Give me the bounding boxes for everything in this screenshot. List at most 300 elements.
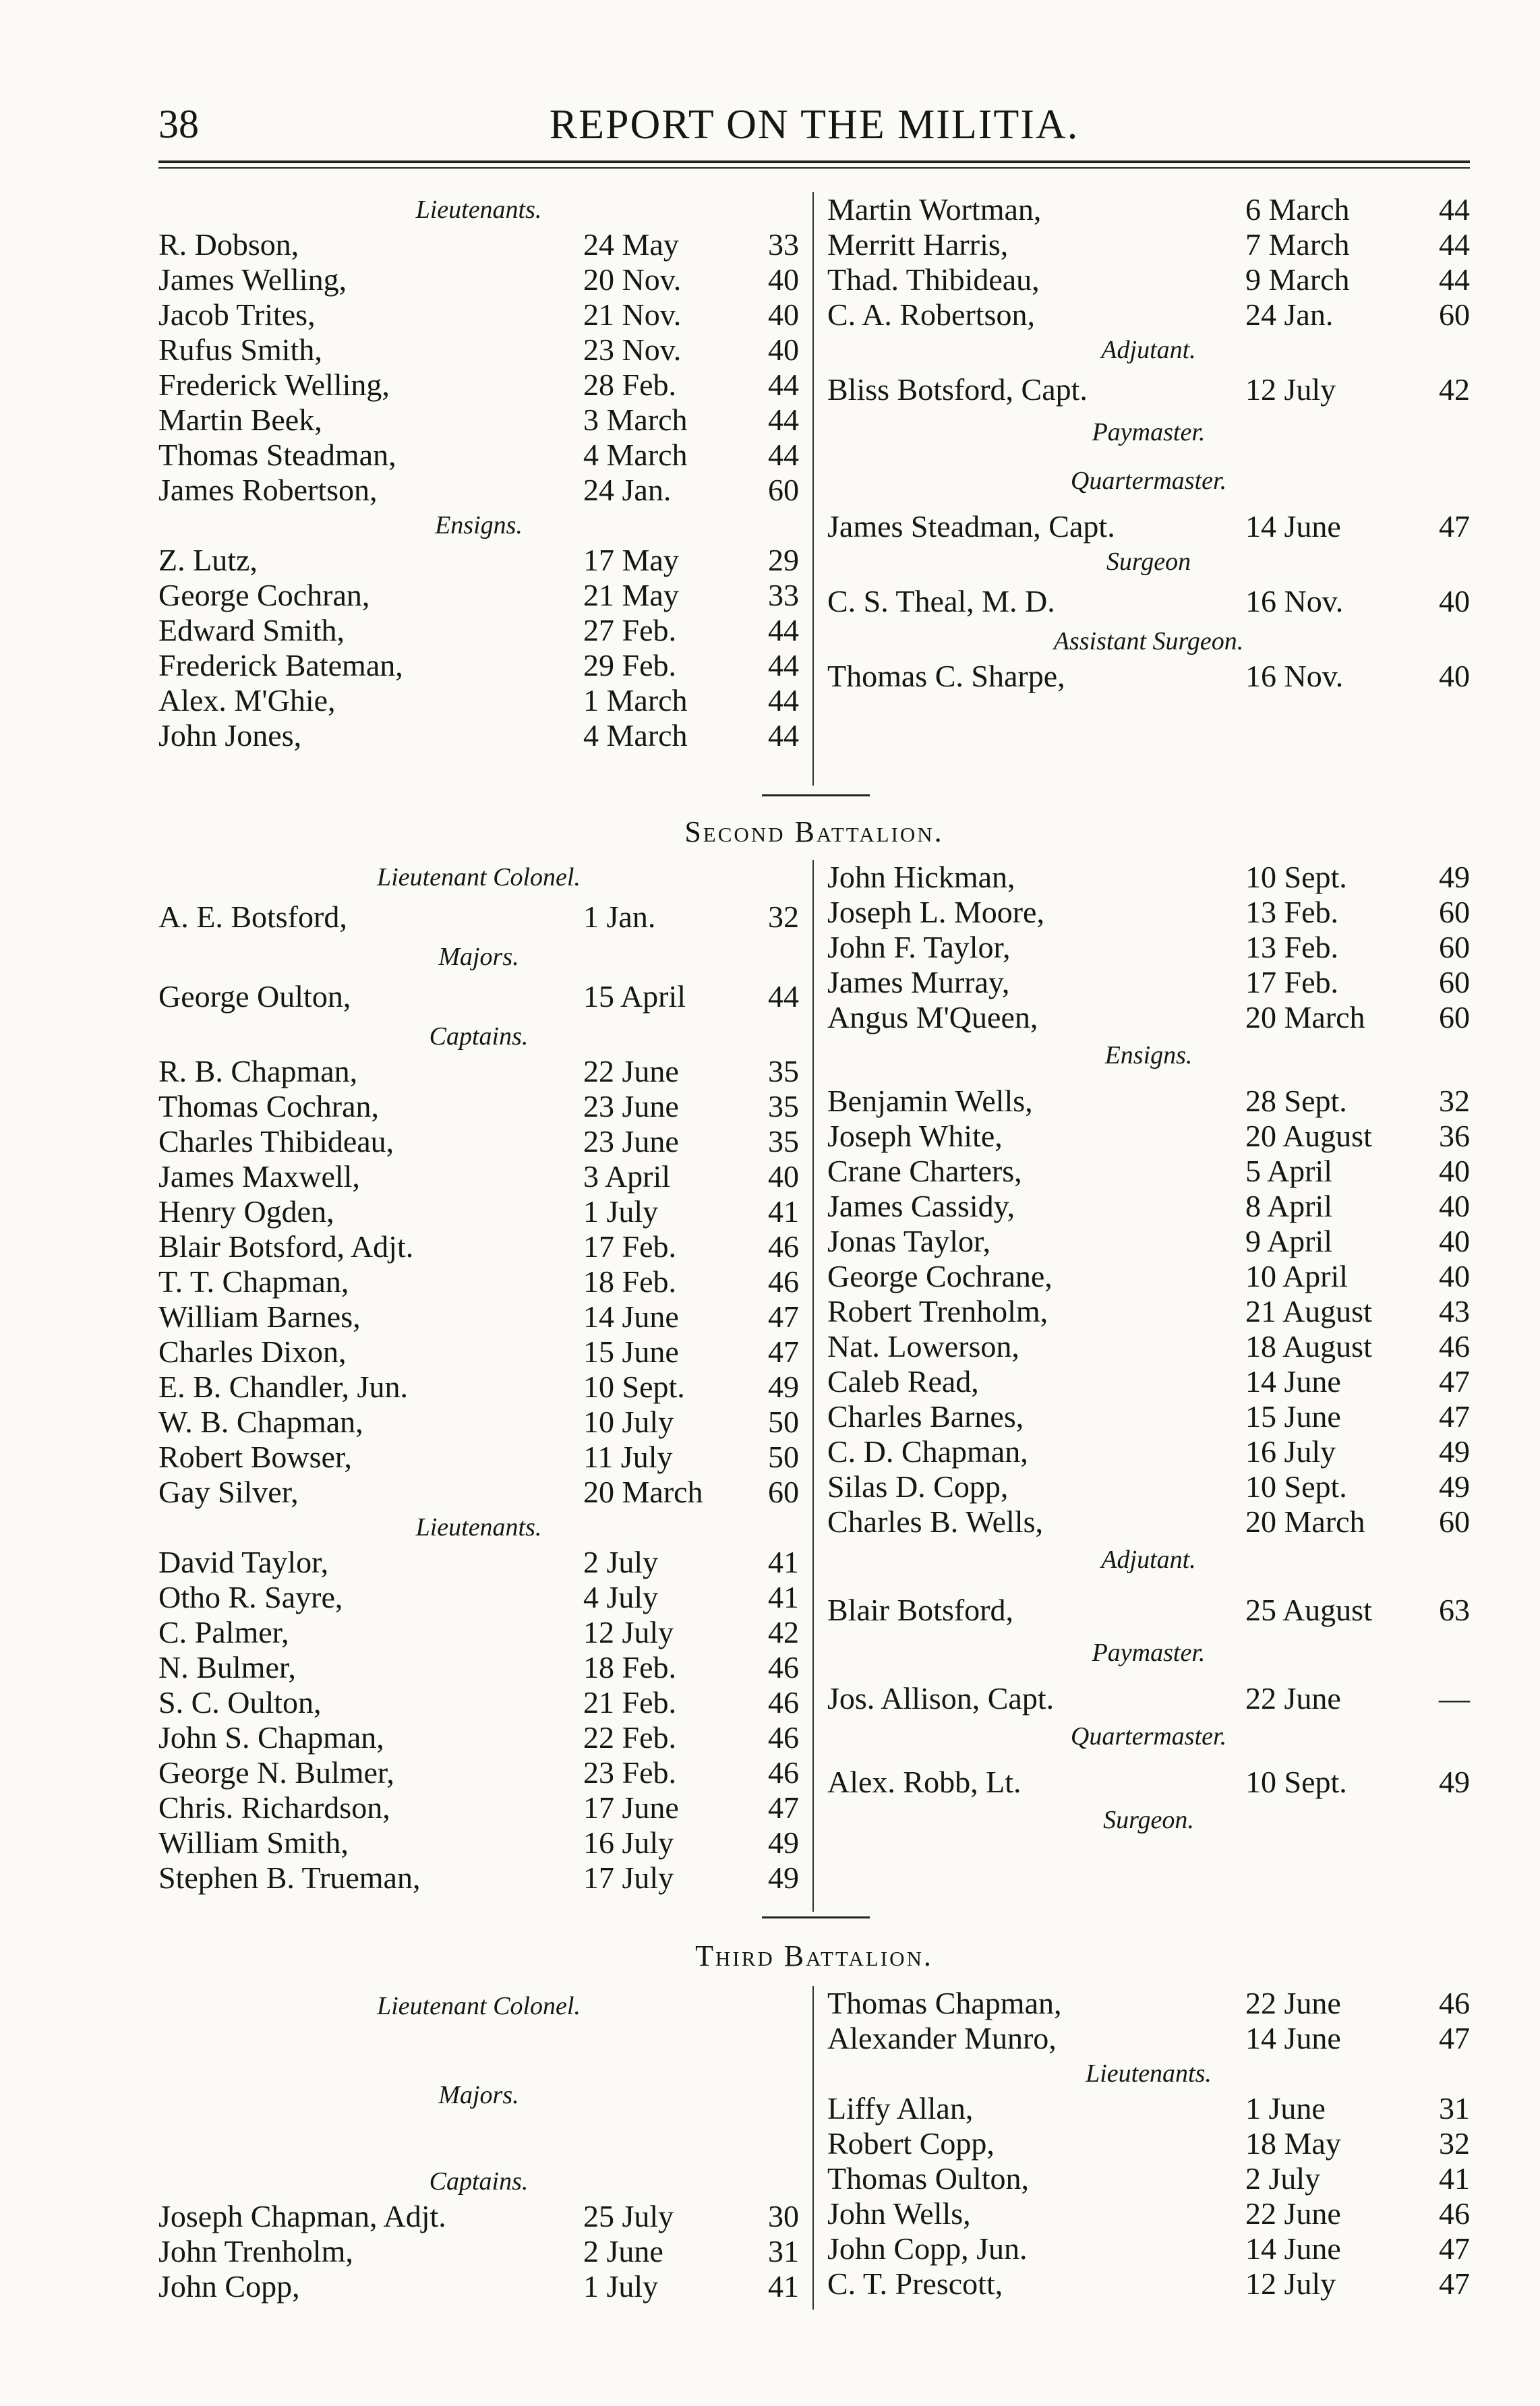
officer-row [158, 1089, 799, 1124]
commission-date: 20 Nov. [583, 262, 682, 297]
officer-name: Merritt Harris, [827, 227, 1009, 262]
officer-row [827, 1084, 1470, 1119]
officer-name: John F. Taylor, [827, 930, 1011, 964]
officer-name: Martin Wortman, [827, 192, 1042, 227]
officer-row [827, 579, 1470, 624]
commission-date: 2 June [583, 2234, 663, 2268]
officer-row [158, 1264, 799, 1299]
commission-year: 60 [1439, 895, 1470, 929]
officer-name: C. Palmer, [158, 1615, 289, 1649]
commission-year: 46 [768, 1685, 799, 1720]
officer-row [827, 1504, 1470, 1539]
officer-row [158, 1124, 799, 1159]
officer-row [158, 262, 799, 297]
officer-name: John S. Chapman, [158, 1720, 384, 1755]
rank-heading: Lieutenants. [415, 196, 542, 224]
rank-heading: Quartermaster. [1070, 1722, 1227, 1751]
officer-row [158, 2199, 799, 2234]
commission-date: 22 June [583, 1054, 679, 1088]
right-column [827, 192, 1470, 694]
officer-row [158, 1790, 799, 1825]
commission-year: 47 [768, 1299, 799, 1334]
commission-date: 1 Jan. [583, 900, 656, 934]
officer-row [827, 1294, 1470, 1329]
commission-date: 23 June [583, 1089, 679, 1123]
commission-year: 44 [768, 438, 799, 472]
section-rule [762, 794, 870, 796]
commission-date: 12 July [583, 1615, 674, 1649]
commission-date: 18 May [1245, 2126, 1341, 2161]
commission-date: 17 June [583, 1790, 679, 1825]
commission-year: 40 [1439, 1154, 1470, 1188]
officer-name: Benjamin Wells, [827, 1084, 1033, 1118]
commission-date: 4 March [583, 438, 688, 472]
commission-date: 6 March [1245, 192, 1350, 227]
officer-row [158, 1580, 799, 1615]
commission-date: 10 Sept. [1245, 860, 1347, 894]
commission-date: 20 March [1245, 1000, 1365, 1034]
commission-date: 16 July [1245, 1434, 1336, 1469]
commission-year: 31 [768, 2234, 799, 2268]
blank-spacer [158, 2123, 799, 2164]
rank-heading: Paymaster. [1092, 1639, 1206, 1667]
officer-row [827, 1434, 1470, 1469]
officer-row [158, 332, 799, 368]
commission-year: 41 [768, 2269, 799, 2304]
officer-row [158, 2269, 799, 2304]
commission-date: 4 July [583, 1580, 659, 1614]
section-rule [762, 1916, 870, 1918]
officer-name: Frederick Welling, [158, 368, 390, 402]
officer-row [827, 1224, 1470, 1259]
rank-heading: Lieutenants. [415, 1513, 542, 1542]
officer-name: Gay Silver, [158, 1475, 299, 1509]
commission-year: 47 [1439, 1399, 1470, 1434]
commission-date: 24 Jan. [583, 473, 672, 507]
officer-name: Otho R. Sayre, [158, 1580, 343, 1614]
commission-year: 44 [768, 979, 799, 1014]
officer-row [827, 1154, 1470, 1189]
commission-date: 27 Feb. [583, 613, 676, 647]
officer-name: Caleb Read, [827, 1364, 979, 1399]
officer-name: C. S. Theal, M. D. [827, 584, 1055, 618]
commission-year: 40 [1439, 1259, 1470, 1293]
commission-year: 46 [1439, 2196, 1470, 2231]
officer-name: James Steadman, Capt. [827, 509, 1115, 544]
commission-date: 13 Feb. [1245, 930, 1338, 964]
officer-row [158, 648, 799, 683]
officer-row [158, 1685, 799, 1720]
officer-name: Blair Botsford, Adjt. [158, 1229, 414, 1264]
commission-date: 28 Sept. [1245, 1084, 1347, 1118]
commission-date: 15 April [583, 979, 686, 1014]
officer-row [158, 473, 799, 508]
officer-row [158, 1194, 799, 1229]
commission-year: 44 [768, 368, 799, 402]
commission-year: 60 [1439, 1504, 1470, 1539]
officer-row [158, 895, 799, 939]
commission-year: 33 [768, 227, 799, 262]
commission-date: 16 July [583, 1825, 674, 1860]
officer-name: Thomas Chapman, [827, 1986, 1062, 2020]
officer-name: Alexander Munro, [827, 2021, 1057, 2055]
officer-row [158, 1054, 799, 1089]
commission-date: 1 July [583, 1194, 659, 1229]
officer-row [827, 895, 1470, 930]
rank-heading: Captains. [429, 1022, 529, 1051]
running-title: REPORT ON THE MILITIA. [549, 102, 1079, 148]
commission-year: 36 [1439, 1119, 1470, 1153]
commission-date: 20 March [583, 1475, 703, 1509]
rank-heading: Captains. [429, 2167, 529, 2196]
commission-date: 17 July [583, 1860, 674, 1895]
commission-date: 22 June [1245, 2196, 1341, 2231]
commission-date: 10 July [583, 1405, 674, 1439]
officer-row [827, 1000, 1470, 1035]
left-column [158, 192, 799, 753]
commission-date: 25 July [583, 2199, 674, 2233]
officer-name: T. T. Chapman, [158, 1264, 349, 1299]
officer-row [827, 1681, 1470, 1716]
officer-row [158, 974, 799, 1019]
commission-date: 14 June [1245, 2231, 1341, 2266]
officer-name: John Copp, [158, 2269, 300, 2304]
officer-row [158, 227, 799, 262]
rank-heading: Majors. [438, 2081, 519, 2109]
commission-year: 47 [768, 1334, 799, 1369]
officer-row [827, 2196, 1470, 2231]
commission-date: 4 March [583, 718, 688, 753]
officer-name: Thomas Cochran, [158, 1089, 380, 1123]
commission-year: 60 [1439, 1000, 1470, 1034]
officer-row [158, 613, 799, 648]
officer-row [158, 1159, 799, 1194]
commission-year: 49 [1439, 1765, 1470, 1799]
commission-year: 46 [768, 1755, 799, 1790]
officer-name: John Wells, [827, 2196, 971, 2231]
officer-name: David Taylor, [158, 1545, 329, 1579]
commission-date: 23 Nov. [583, 332, 682, 367]
commission-date: 15 June [583, 1334, 679, 1369]
officer-row [158, 543, 799, 578]
commission-year: 49 [768, 1860, 799, 1895]
officer-name: Angus M'Queen, [827, 1000, 1038, 1034]
commission-year: 46 [1439, 1986, 1470, 2020]
rank-heading: Lieutenant Colonel. [377, 863, 581, 891]
officer-name: Robert Trenholm, [827, 1294, 1048, 1328]
commission-date: 28 Feb. [583, 368, 676, 402]
officer-name: George N. Bulmer, [158, 1755, 394, 1790]
commission-year: 41 [768, 1194, 799, 1229]
right-column [827, 860, 1470, 1848]
officer-name: Robert Bowser, [158, 1440, 352, 1474]
officer-row [827, 1399, 1470, 1434]
commission-year: 47 [768, 1790, 799, 1825]
officer-name: Charles Dixon, [158, 1334, 347, 1369]
commission-date: 1 July [583, 2269, 659, 2304]
rank-heading: Assistant Surgeon. [1053, 627, 1244, 655]
rank-heading: Adjutant. [1101, 1546, 1196, 1574]
officer-name: Liffy Allan, [827, 2091, 974, 2125]
commission-year: 40 [1439, 1224, 1470, 1258]
officer-row [827, 2231, 1470, 2266]
second-battalion-title-wrap [158, 815, 1470, 855]
rank-heading: Ensigns. [435, 511, 523, 539]
officer-name: Blair Botsford, [827, 1593, 1013, 1627]
commission-date: 9 March [1245, 262, 1350, 297]
officer-row [158, 1405, 799, 1440]
officer-name: James Cassidy, [827, 1189, 1015, 1223]
commission-year: 50 [768, 1440, 799, 1474]
commission-year: 41 [768, 1580, 799, 1614]
rank-heading: Lieutenant Colonel. [377, 1992, 581, 2020]
officer-row [827, 965, 1470, 1000]
commission-date: 2 July [583, 1545, 659, 1579]
officer-name: Z. Lutz, [158, 543, 258, 577]
officer-row [827, 2126, 1470, 2161]
officer-row [827, 1259, 1470, 1294]
officer-row [158, 403, 799, 438]
third-battalion [158, 1986, 1470, 2310]
third-battalion-title-wrap [158, 1939, 1470, 1979]
commission-date: 13 Feb. [1245, 895, 1338, 929]
officer-name: Alex. M'Ghie, [158, 683, 336, 717]
commission-date: 22 June [1245, 1681, 1341, 1715]
commission-year: 49 [768, 1370, 799, 1404]
commission-year: 40 [768, 332, 799, 367]
commission-year: 32 [1439, 2126, 1470, 2161]
commission-year: 60 [1439, 297, 1470, 332]
rank-heading: Paymaster. [1092, 418, 1206, 446]
officer-name: Thomas Oulton, [827, 2161, 1029, 2196]
officer-row [827, 509, 1470, 544]
commission-year: 47 [1439, 509, 1470, 544]
commission-year: 40 [768, 262, 799, 297]
officer-row [158, 1334, 799, 1370]
officer-name: George Cochrane, [827, 1259, 1053, 1293]
page-header [158, 94, 1470, 155]
officer-name: Robert Copp, [827, 2126, 995, 2161]
commission-year: 31 [1439, 2091, 1470, 2125]
rank-heading: Surgeon [1106, 548, 1191, 576]
commission-year: 40 [1439, 584, 1470, 618]
officer-name: Charles B. Wells, [827, 1504, 1043, 1539]
rank-heading: Ensigns. [1104, 1041, 1193, 1069]
officer-name: Silas D. Copp, [827, 1469, 1009, 1504]
commission-date: 15 June [1245, 1399, 1341, 1434]
officer-row [827, 297, 1470, 332]
commission-year: 30 [768, 2199, 799, 2233]
officer-name: John Copp, Jun. [827, 2231, 1028, 2266]
commission-date: 24 May [583, 227, 679, 262]
commission-date: 1 June [1245, 2091, 1326, 2125]
officer-name: George Cochran, [158, 578, 370, 612]
officer-row [158, 683, 799, 718]
commission-date: 18 August [1245, 1329, 1372, 1363]
commission-date: 17 Feb. [583, 1229, 676, 1264]
commission-year: 29 [768, 543, 799, 577]
officer-row [158, 1720, 799, 1755]
officer-row [158, 1650, 799, 1685]
officer-name: Joseph White, [827, 1119, 1003, 1153]
officer-row [827, 2021, 1470, 2056]
officer-row [158, 2234, 799, 2269]
commission-year: 46 [768, 1264, 799, 1299]
commission-date: 16 Nov. [1245, 659, 1344, 693]
commission-date: 14 June [1245, 509, 1341, 544]
officer-row [827, 1119, 1470, 1154]
commission-year: 35 [768, 1054, 799, 1088]
commission-date: 12 July [1245, 2266, 1336, 2301]
officer-row [827, 1588, 1470, 1633]
commission-year: 46 [1439, 1329, 1470, 1363]
officer-name: James Robertson, [158, 473, 378, 507]
officer-name: C. A. Robertson, [827, 297, 1035, 332]
officer-row [827, 262, 1470, 297]
officer-row [158, 368, 799, 403]
commission-year: 60 [768, 1475, 799, 1509]
commission-year: 44 [768, 403, 799, 437]
commission-year: 42 [768, 1615, 799, 1649]
officer-name: George Oulton, [158, 979, 351, 1014]
officer-name: William Smith, [158, 1825, 349, 1860]
commission-year: 44 [768, 683, 799, 717]
commission-year: 33 [768, 578, 799, 612]
officer-row [158, 438, 799, 473]
commission-year: 32 [1439, 1084, 1470, 1118]
commission-date: 8 April [1245, 1189, 1333, 1223]
header-rule [158, 160, 1470, 169]
right-column [827, 1986, 1470, 2301]
officer-name: Bliss Botsford, Capt. [827, 372, 1088, 407]
commission-date: 14 June [583, 1299, 679, 1334]
officer-row [158, 1229, 799, 1264]
officer-name: John Trenholm, [158, 2234, 353, 2268]
officer-row [827, 192, 1470, 227]
officer-row [158, 1475, 799, 1510]
commission-year: 49 [1439, 1469, 1470, 1504]
column-divider [812, 192, 814, 786]
commission-year: 60 [1439, 965, 1470, 999]
officer-name: W. B. Chapman, [158, 1405, 363, 1439]
commission-date: 22 June [1245, 1986, 1341, 2020]
officer-name: Stephen B. Trueman, [158, 1860, 421, 1895]
commission-date: 18 Feb. [583, 1650, 676, 1684]
officer-name: C. T. Prescott, [827, 2266, 1003, 2301]
officer-name: Jos. Allison, Capt. [827, 1681, 1055, 1715]
left-column [158, 1986, 799, 2304]
officer-row [827, 860, 1470, 895]
commission-date: 3 March [583, 403, 688, 437]
officer-row [158, 1825, 799, 1860]
officer-row [827, 2161, 1470, 2196]
blank-spacer [158, 2034, 799, 2075]
commission-date: 17 Feb. [1245, 965, 1338, 999]
officer-row [158, 1860, 799, 1896]
officer-name: Nat. Lowerson, [827, 1329, 1019, 1363]
officer-name: Crane Charters, [827, 1154, 1022, 1188]
commission-year: 44 [768, 718, 799, 753]
commission-year: 46 [768, 1650, 799, 1684]
commission-year: 44 [1439, 227, 1470, 262]
column-divider [812, 1986, 814, 2310]
officer-name: Frederick Bateman, [158, 648, 403, 682]
rank-heading: Surgeon. [1103, 1806, 1194, 1834]
officer-name: Charles Thibideau, [158, 1124, 394, 1158]
commission-year: 41 [768, 1545, 799, 1579]
officer-name: Joseph Chapman, Adjt. [158, 2199, 446, 2233]
officer-name: William Barnes, [158, 1299, 361, 1334]
commission-year: 46 [768, 1720, 799, 1755]
rank-heading: Lieutenants. [1086, 2059, 1212, 2088]
officer-name: Charles Barnes, [827, 1399, 1024, 1434]
officer-name: N. Bulmer, [158, 1650, 296, 1684]
commission-date: 5 April [1245, 1154, 1333, 1188]
commission-date: 21 May [583, 578, 679, 612]
officer-name: R. B. Chapman, [158, 1054, 358, 1088]
commission-date: 10 Sept. [583, 1370, 685, 1404]
commission-year: 42 [1439, 372, 1470, 407]
officer-name: R. Dobson, [158, 227, 299, 262]
column-divider [812, 860, 814, 1912]
commission-date: 1 March [583, 683, 688, 717]
officer-row [827, 1765, 1470, 1800]
officer-row [827, 930, 1470, 965]
commission-year: 32 [768, 900, 799, 934]
commission-date: 22 Feb. [583, 1720, 676, 1755]
commission-year: 35 [768, 1124, 799, 1158]
officer-name: Thomas Steadman, [158, 438, 396, 472]
officer-row [158, 1299, 799, 1334]
officer-name: Thad. Thibideau, [827, 262, 1040, 297]
officer-row [827, 368, 1470, 412]
commission-year: 49 [1439, 860, 1470, 894]
commission-year: 40 [1439, 659, 1470, 693]
officer-name: S. C. Oulton, [158, 1685, 322, 1720]
officer-name: John Hickman, [827, 860, 1015, 894]
officer-name: Martin Beek, [158, 403, 322, 437]
officer-row [158, 1615, 799, 1650]
commission-year: 47 [1439, 1364, 1470, 1399]
commission-year: 47 [1439, 2021, 1470, 2055]
officer-row [158, 1370, 799, 1405]
officer-row [827, 227, 1470, 262]
rank-heading: Majors. [438, 943, 519, 971]
commission-date: 14 June [1245, 2021, 1341, 2055]
officer-name: Rufus Smith, [158, 332, 322, 367]
officer-name: John Jones, [158, 718, 302, 753]
second-battalion [158, 860, 1470, 1915]
commission-date: 17 May [583, 543, 679, 577]
officer-name: Edward Smith, [158, 613, 345, 647]
officer-name: James Maxwell, [158, 1159, 360, 1194]
commission-year: 35 [768, 1089, 799, 1123]
commission-year: 44 [1439, 262, 1470, 297]
officer-name: Jacob Trites, [158, 297, 316, 332]
commission-year: 47 [1439, 2231, 1470, 2266]
officer-row [827, 1189, 1470, 1224]
officer-name: A. E. Botsford, [158, 900, 347, 934]
commission-year: 60 [768, 473, 799, 507]
commission-date: 10 Sept. [1245, 1469, 1347, 1504]
commission-year: 43 [1439, 1294, 1470, 1328]
officer-row [158, 578, 799, 613]
officer-row [158, 1545, 799, 1580]
commission-date: 21 August [1245, 1294, 1372, 1328]
commission-date: 23 Feb. [583, 1755, 676, 1790]
commission-year: — [1439, 1681, 1470, 1715]
officer-row [827, 1329, 1470, 1364]
